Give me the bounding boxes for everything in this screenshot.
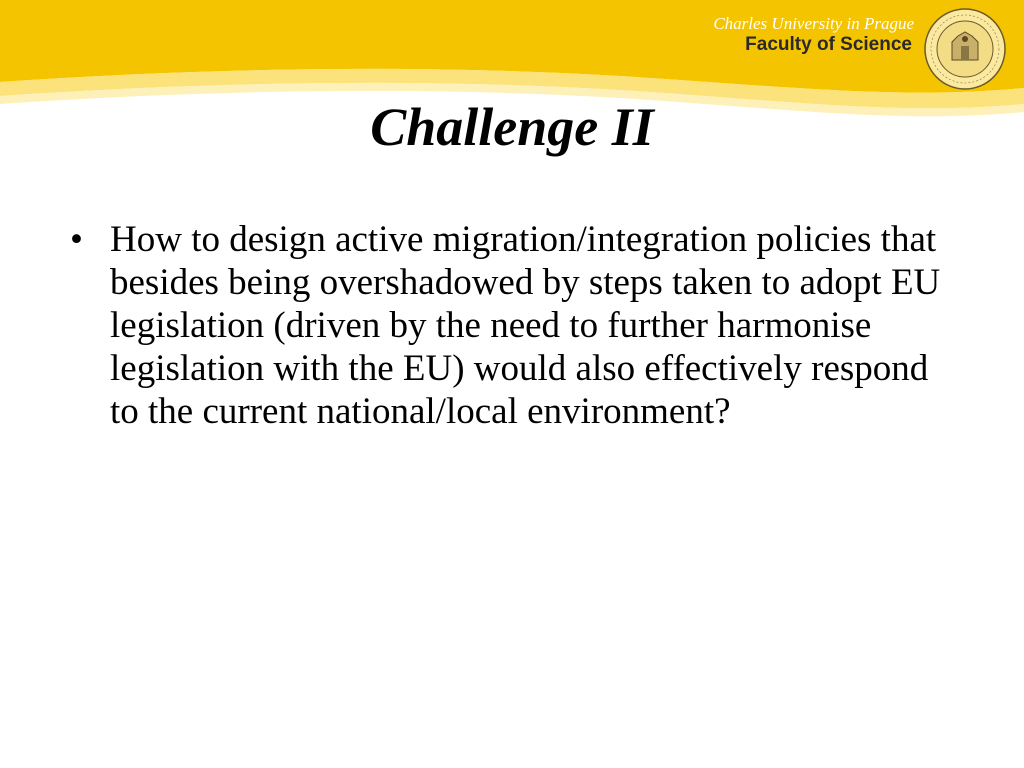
faculty-name: Faculty of Science (745, 34, 912, 55)
bullet-text: How to design active migration/integration policies that besides being overshadowed by steps taken to adopt EU legislation (driven by the need to further harmonise legislation with the EU) would also effectively respond to the current national/local environment? (110, 219, 941, 432)
bullet-marker: • (70, 219, 83, 260)
slide-body (70, 218, 950, 433)
university-seal-icon (924, 8, 1006, 90)
university-name: Charles University in Prague (713, 14, 914, 33)
slide-title: Challenge II (370, 97, 654, 157)
bullet-item (70, 218, 950, 433)
